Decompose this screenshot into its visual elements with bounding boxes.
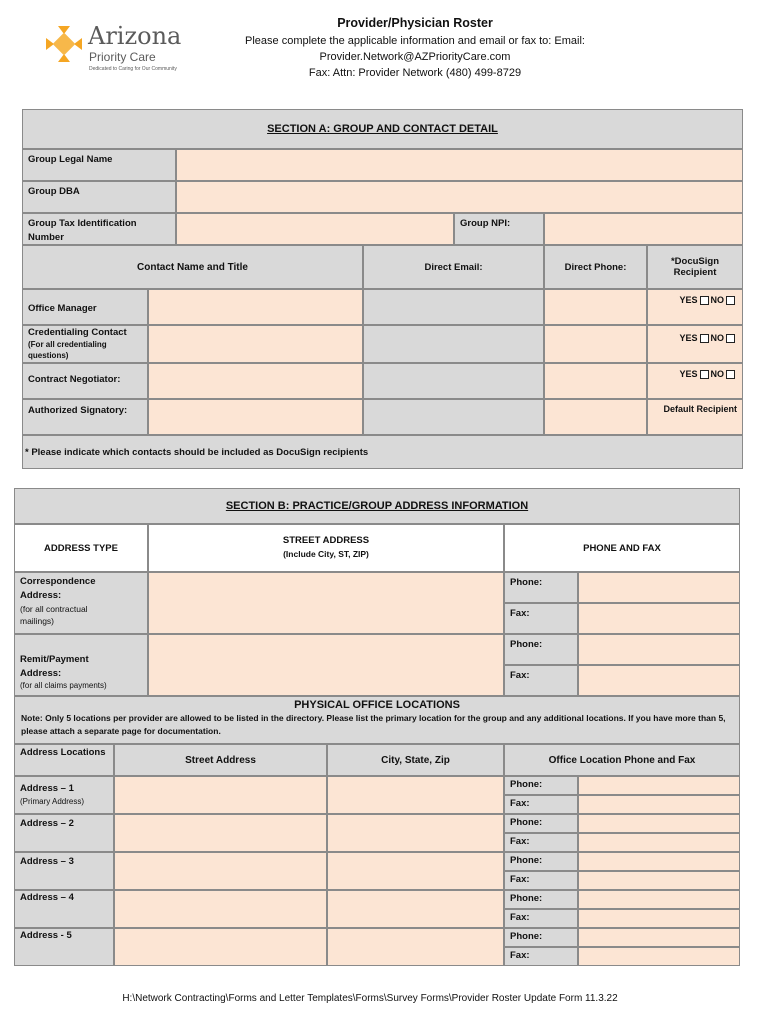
remit-label	[14, 634, 148, 696]
address-1-fax-field[interactable]	[578, 795, 740, 814]
address-5-phone-label	[504, 928, 578, 947]
authorized-signatory-text: Authorized Signatory:	[28, 405, 128, 416]
cred-contact-name-field[interactable]	[148, 325, 363, 363]
col-phone-fax-header	[504, 524, 740, 572]
address-4-street-field[interactable]	[114, 890, 327, 928]
email-address: Provider.Network@AZPriorityCare.com	[319, 51, 511, 63]
address-3-fax-label	[504, 871, 578, 890]
no-checkbox[interactable]	[726, 370, 735, 379]
col-addr-locations-header	[14, 744, 114, 776]
address-1-note: (Primary Address)	[20, 797, 85, 806]
no-checkbox[interactable]	[726, 334, 735, 343]
cred-contact-email-field[interactable]	[363, 325, 544, 363]
remit-note: (for all claims payments)	[20, 681, 107, 690]
address-3-fax-field[interactable]	[578, 871, 740, 890]
docusign-footnote	[22, 435, 743, 469]
address-3-phone-label	[504, 852, 578, 871]
authorized-signatory-name-field[interactable]	[148, 399, 363, 435]
phone-text: Phone:	[510, 855, 543, 866]
col-city-state-zip-text: City, State, Zip	[381, 754, 450, 766]
address-4-city-field[interactable]	[327, 890, 504, 928]
address-2-phone-label	[504, 814, 578, 833]
address-4-label	[14, 890, 114, 928]
office-manager-label	[22, 289, 148, 325]
address-4-phone-label	[504, 890, 578, 909]
contract-negotiator-email-field[interactable]	[363, 363, 544, 399]
remit-fax-label	[504, 665, 578, 696]
fax-text: Fax:	[510, 836, 530, 847]
remit-fax-field[interactable]	[578, 665, 740, 696]
authorized-signatory-docusign	[647, 399, 743, 435]
logo	[44, 22, 194, 80]
address-2-fax-label	[504, 833, 578, 852]
col-contact-header	[22, 245, 363, 289]
cred-contact-phone-field[interactable]	[544, 325, 647, 363]
address-1-label	[14, 776, 114, 814]
physical-locations-note: Note: Only 5 locations per provider are allowed to be listed in the directory. Please list the primary location for the group and any additional locations. If you have more than 5, please attach a separate page for documentation.	[21, 713, 726, 736]
col-street-note: (Include City, ST, ZIP)	[283, 549, 369, 559]
logo-mark-icon	[44, 24, 84, 64]
no-text: NO	[710, 369, 724, 379]
phone-text: Phone:	[510, 817, 543, 828]
col-email-header	[363, 245, 544, 289]
col-city-state-zip-header	[327, 744, 504, 776]
address-2-street-field[interactable]	[114, 814, 327, 852]
office-manager-name-field[interactable]	[148, 289, 363, 325]
address-3-phone-field[interactable]	[578, 852, 740, 871]
col-street-address-header	[114, 744, 327, 776]
yes-checkbox[interactable]	[700, 334, 709, 343]
address-2-fax-field[interactable]	[578, 833, 740, 852]
col-phone-fax-text: PHONE AND FAX	[583, 542, 661, 554]
group-dba-field[interactable]	[176, 181, 743, 213]
col-address-type-header	[14, 524, 148, 572]
office-manager-phone-field[interactable]	[544, 289, 647, 325]
col-docusign-text: *DocuSign Recipient	[670, 256, 720, 278]
correspondence-street-field[interactable]	[148, 572, 504, 634]
group-legal-name-label: Group Legal Name	[22, 149, 176, 181]
contract-negotiator-name-field[interactable]	[148, 363, 363, 399]
contract-negotiator-phone-field[interactable]	[544, 363, 647, 399]
cred-contact-label	[22, 325, 148, 363]
office-manager-text: Office Manager	[28, 303, 97, 314]
section-a-header	[22, 109, 743, 149]
docusign-footnote-text: * Please indicate which contacts should be included as DocuSign recipients	[25, 447, 369, 458]
address-4-text: Address – 4	[20, 892, 74, 903]
address-4-phone-field[interactable]	[578, 890, 740, 909]
col-addr-locations-text: Address Locations	[20, 747, 106, 758]
contract-negotiator-text: Contract Negotiator:	[28, 374, 121, 385]
address-4-fax-field[interactable]	[578, 909, 740, 928]
contract-negotiator-docusign	[647, 363, 743, 399]
address-3-label	[14, 852, 114, 890]
office-manager-docusign	[647, 289, 743, 325]
no-text: NO	[710, 295, 724, 305]
address-2-city-field[interactable]	[327, 814, 504, 852]
section-b-title: SECTION B: PRACTICE/GROUP ADDRESS INFORMATION	[225, 500, 529, 512]
col-email-text: Direct Email:	[424, 261, 483, 273]
fax-text: Fax:	[510, 874, 530, 885]
address-2-text: Address – 2	[20, 818, 74, 829]
authorized-signatory-email-field[interactable]	[363, 399, 544, 435]
remit-street-field[interactable]	[148, 634, 504, 696]
fax-text: Fax:	[510, 798, 530, 809]
address-1-street-field[interactable]	[114, 776, 327, 814]
address-5-text: Address - 5	[20, 930, 72, 941]
correspondence-phone-field[interactable]	[578, 572, 740, 603]
phone-text: Phone:	[510, 893, 543, 904]
address-1-phone-field[interactable]	[578, 776, 740, 795]
address-1-fax-label	[504, 795, 578, 814]
remit-phone-field[interactable]	[578, 634, 740, 665]
section-b-header	[14, 488, 740, 524]
office-manager-email-field[interactable]	[363, 289, 544, 325]
no-checkbox[interactable]	[726, 296, 735, 305]
correspondence-note: (for all contractual mailings)	[20, 604, 88, 626]
default-recipient-text: Default Recipient	[663, 404, 737, 414]
address-5-fax-field[interactable]	[578, 947, 740, 966]
address-2-label	[14, 814, 114, 852]
correspondence-fax-field[interactable]	[578, 603, 740, 634]
group-legal-name-field[interactable]	[176, 149, 743, 181]
physical-locations-header	[14, 696, 740, 744]
address-3-street-field[interactable]	[114, 852, 327, 890]
col-address-type-text: ADDRESS TYPE	[44, 542, 118, 554]
address-5-fax-label	[504, 947, 578, 966]
correspondence-label	[14, 572, 148, 634]
group-npi-label: Group NPI:	[454, 213, 544, 245]
yes-text: YES	[679, 295, 698, 305]
fax-text: Fax:	[510, 670, 530, 681]
cred-contact-text: Credentialing Contact	[28, 327, 127, 338]
address-5-street-field[interactable]	[114, 928, 327, 966]
fax-text: Fax:	[510, 912, 530, 923]
remit-phone-label	[504, 634, 578, 665]
address-1-city-field[interactable]	[327, 776, 504, 814]
authorized-signatory-phone-field[interactable]	[544, 399, 647, 435]
logo-sub: Priority Care	[89, 50, 156, 64]
correspondence-fax-label	[504, 603, 578, 634]
phone-text: Phone:	[510, 577, 543, 588]
correspondence-phone-label	[504, 572, 578, 603]
yes-text: YES	[679, 333, 698, 343]
cred-contact-docusign	[647, 325, 743, 363]
col-docusign-header	[647, 245, 743, 289]
page-title: Provider/Physician Roster	[337, 16, 493, 30]
fax-info: Fax: Attn: Provider Network (480) 499-8729	[308, 67, 522, 79]
fax-text: Fax:	[510, 950, 530, 961]
col-office-phone-fax-text: Office Location Phone and Fax	[548, 754, 696, 766]
group-tin-field[interactable]	[176, 213, 454, 245]
phone-text: Phone:	[510, 779, 543, 790]
no-text: NO	[710, 333, 724, 343]
fax-text: Fax:	[510, 608, 530, 619]
col-phone-text: Direct Phone:	[564, 261, 627, 273]
physical-locations-title: PHYSICAL OFFICE LOCATIONS	[294, 699, 460, 711]
group-dba-label: Group DBA	[22, 181, 176, 213]
yes-checkbox[interactable]	[700, 296, 709, 305]
phone-text: Phone:	[510, 639, 543, 650]
col-street-header	[148, 524, 504, 572]
address-4-fax-label	[504, 909, 578, 928]
col-street-text: STREET ADDRESS	[282, 535, 370, 546]
section-a-title: SECTION A: GROUP AND CONTACT DETAIL	[267, 123, 498, 135]
address-2-phone-field[interactable]	[578, 814, 740, 833]
address-5-label	[14, 928, 114, 966]
yes-text: YES	[679, 369, 698, 379]
group-tin-label: Group Tax Identification Number	[22, 213, 176, 245]
col-office-phone-fax-header	[504, 744, 740, 776]
instructions-text: Please complete the applicable information and email or fax to: Email:	[245, 35, 585, 47]
footer-file-path: H:\Network Contracting\Forms and Letter Templates\Forms\Survey Forms\Provider Roster Update Form 11.3.22	[122, 993, 618, 1004]
address-1-phone-label	[504, 776, 578, 795]
correspondence-text: Correspondence Address:	[20, 576, 96, 601]
logo-name: Arizona	[88, 22, 182, 50]
yes-checkbox[interactable]	[700, 370, 709, 379]
address-5-phone-field[interactable]	[578, 928, 740, 947]
col-street-address-text: Street Address	[185, 754, 256, 766]
contract-negotiator-label	[22, 363, 148, 399]
remit-text: Remit/Payment Address:	[20, 654, 89, 679]
address-3-text: Address – 3	[20, 856, 74, 867]
col-contact-text: Contact Name and Title	[137, 261, 248, 273]
logo-tagline: Dedicated to Caring for Our Community	[89, 66, 177, 72]
phone-text: Phone:	[510, 931, 543, 942]
address-1-text: Address – 1	[20, 783, 74, 794]
address-5-city-field[interactable]	[327, 928, 504, 966]
address-3-city-field[interactable]	[327, 852, 504, 890]
cred-contact-note: (For all credentialing questions)	[28, 340, 107, 360]
col-phone-header	[544, 245, 647, 289]
authorized-signatory-label	[22, 399, 148, 435]
group-npi-field[interactable]	[544, 213, 743, 245]
